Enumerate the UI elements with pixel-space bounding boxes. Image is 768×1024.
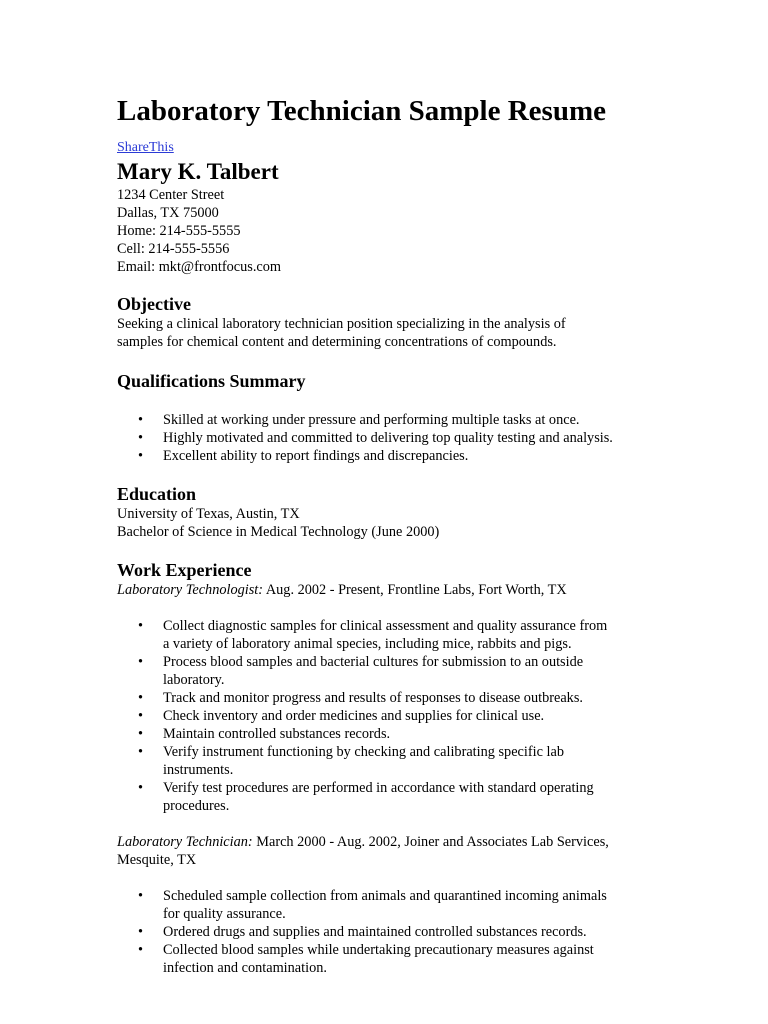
qualifications-section — [117, 370, 657, 465]
job-details: Aug. 2002 - Present, Frontline Labs, Fort Worth, TX — [263, 582, 567, 598]
list-item: • Collected blood samples while undertaking precautionary measures against infection and contamination. — [117, 941, 657, 977]
qualifications-heading: Qualifications Summary — [117, 371, 306, 391]
job-title: Laboratory Technologist: — [117, 582, 264, 598]
objective-section — [117, 293, 657, 351]
list-item: • Highly motivated and committed to delivering top quality testing and analysis. — [117, 429, 657, 447]
objective-text-line: samples for chemical content and determining concentrations of compounds. — [117, 334, 557, 350]
job-details: March 2000 - Aug. 2002, Joiner and Associates Lab Services, — [252, 834, 609, 850]
job-duties-list — [117, 887, 657, 977]
list-item: • Maintain controlled substances records. — [117, 725, 657, 743]
job-header — [117, 833, 657, 851]
education-section — [117, 483, 657, 541]
list-item: • Check inventory and order medicines and supplies for clinical use. — [117, 707, 657, 725]
list-item: • Verify test procedures are performed in accordance with standard operating procedures. — [117, 779, 657, 815]
qualifications-list — [117, 411, 657, 465]
job-location: Mesquite, TX — [117, 852, 197, 868]
education-heading: Education — [117, 484, 197, 504]
objective-text-line: Seeking a clinical laboratory technician position specializing in the analysis of — [117, 316, 566, 332]
list-item: • Verify instrument functioning by checking and calibrating specific lab instruments. — [117, 743, 657, 779]
cell-phone: Cell: 214-555-5556 — [117, 241, 230, 257]
address-street: 1234 Center Street — [117, 187, 225, 203]
job-duties-list — [117, 617, 657, 815]
list-item: • Track and monitor progress and results of responses to disease outbreaks. — [117, 689, 657, 707]
education-school: University of Texas, Austin, TX — [117, 506, 300, 522]
address-city: Dallas, TX 75000 — [117, 205, 219, 221]
page-title: Laboratory Technician Sample Resume — [117, 95, 606, 127]
list-item: • Ordered drugs and supplies and maintained controlled substances records. — [117, 923, 657, 941]
list-item: • Excellent ability to report findings and discrepancies. — [117, 447, 657, 465]
experience-section — [117, 559, 657, 977]
job-header — [117, 581, 657, 599]
experience-heading: Work Experience — [117, 560, 252, 580]
email: Email: mkt@frontfocus.com — [117, 259, 282, 275]
list-item: • Process blood samples and bacterial cultures for submission to an outside laboratory. — [117, 653, 657, 689]
education-degree: Bachelor of Science in Medical Technology (June 2000) — [117, 524, 440, 540]
list-item: • Scheduled sample collection from animals and quarantined incoming animals for quality assurance. — [117, 887, 657, 923]
share-this-link[interactable]: ShareThis — [117, 140, 174, 155]
job-title: Laboratory Technician: — [117, 834, 253, 850]
home-phone: Home: 214-555-5555 — [117, 223, 241, 239]
objective-heading: Objective — [117, 294, 191, 314]
list-item: • Skilled at working under pressure and performing multiple tasks at once. — [117, 411, 657, 429]
list-item: • Collect diagnostic samples for clinical assessment and quality assurance from a variety of laboratory animal species, including mice, rabbits and pigs. — [117, 617, 657, 653]
candidate-name: Mary K. Talbert — [117, 159, 279, 184]
